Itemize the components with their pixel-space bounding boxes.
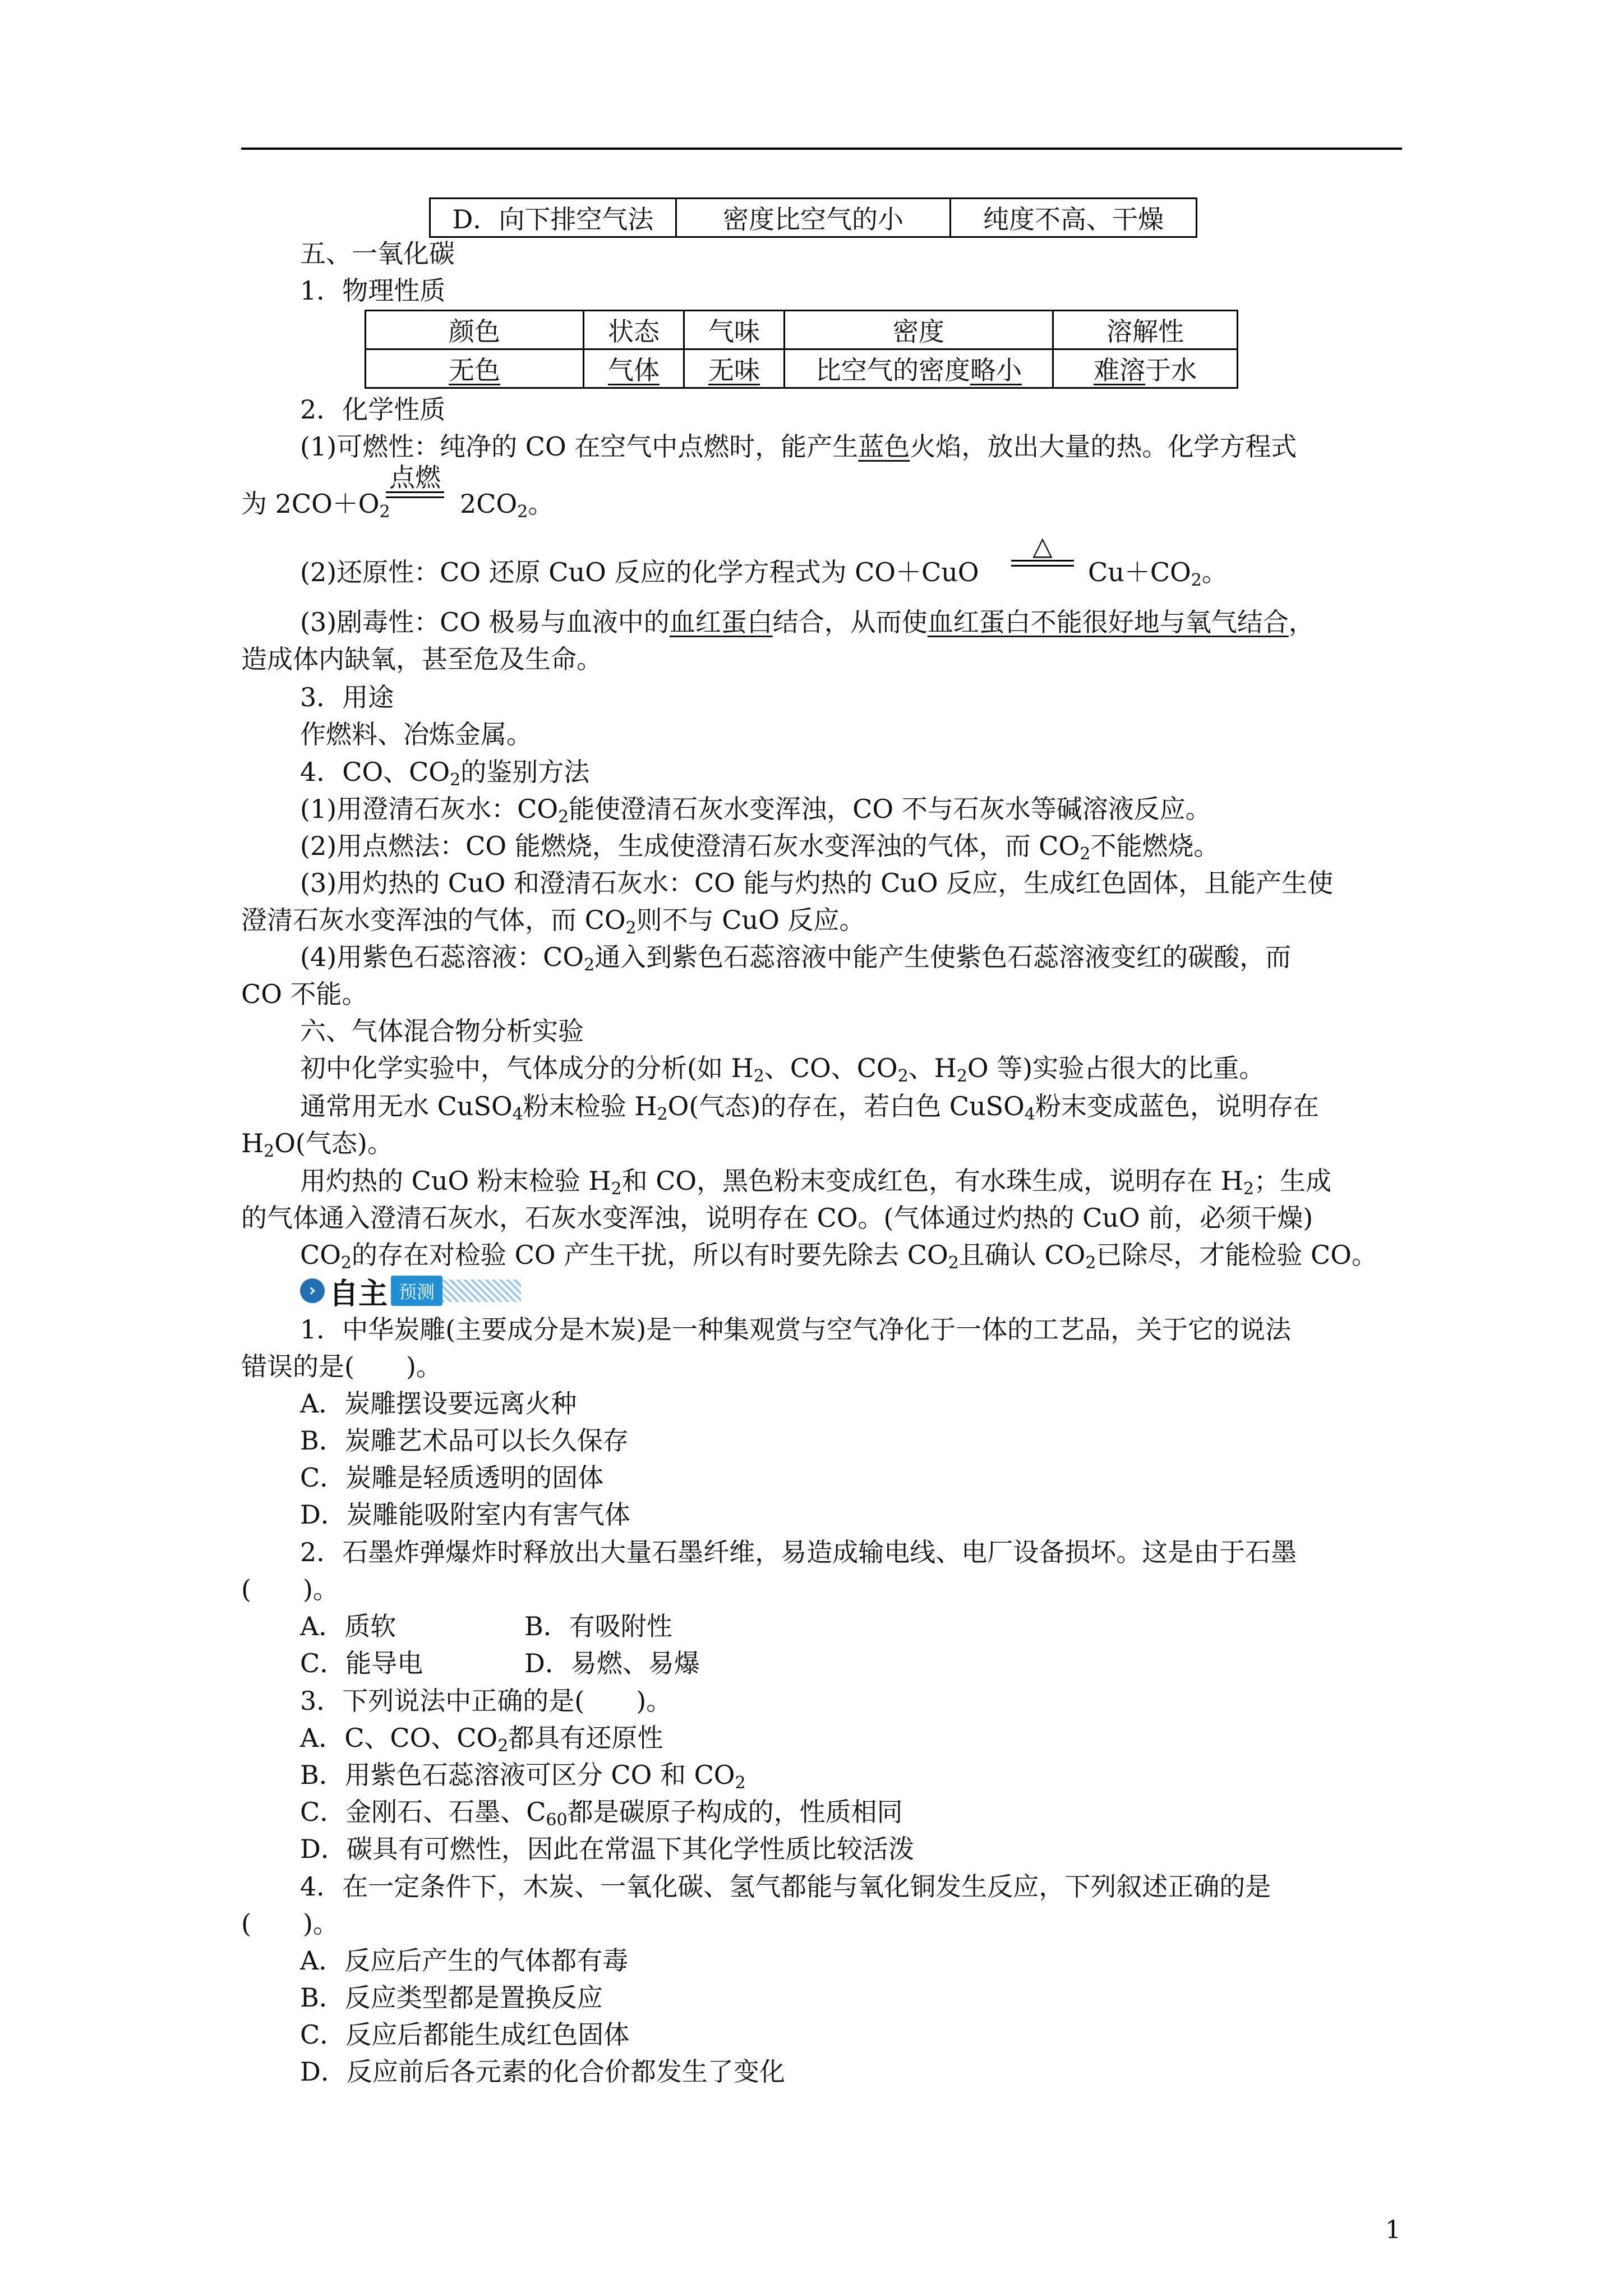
table-cell <box>1053 349 1238 388</box>
text: (2)还原性：CO 还原 CuO 反应的化学方程式为 CO＋CuO <box>300 557 979 587</box>
reduction-product <box>1088 555 1228 589</box>
underlined-answer: 难溶 <box>1094 355 1145 385</box>
question-4-cont: ( )。 <box>241 1908 339 1939</box>
cell-text: 比空气的密度 <box>815 355 970 385</box>
text: 火焰，放出大量的热。化学方程式 <box>910 431 1297 462</box>
table-cell <box>684 349 785 388</box>
subscript: 2 <box>379 502 390 522</box>
text: 4．CO、CO <box>300 757 450 787</box>
subheading: 1．物理性质 <box>300 275 446 306</box>
subscript: 2 <box>584 955 595 975</box>
text: 都具有还原性 <box>508 1723 663 1753</box>
option: D．炭雕能吸附室内有害气体 <box>300 1499 630 1530</box>
table-header: 气味 <box>684 311 785 349</box>
table-cell: 纯度不高、干燥 <box>951 199 1197 237</box>
option: D．碳具有可燃性，因此在常温下其化学性质比较活泼 <box>300 1834 914 1864</box>
subscript: 2 <box>1085 1253 1096 1273</box>
text: C．金刚石、石墨、C <box>300 1797 546 1827</box>
method-2 <box>300 829 1219 863</box>
text: A．C、CO、CO <box>300 1723 498 1753</box>
subscript: 2 <box>657 1105 668 1124</box>
text: (3)剧毒性：CO 极易与血液中的 <box>300 607 670 637</box>
table-cell <box>785 349 1053 388</box>
subheading: 2．化学性质 <box>300 394 446 425</box>
question-2: 2．石墨炸弹爆炸时释放出大量石墨纤维，易造成输电线、电厂设备损坏。这是由于石墨 <box>300 1537 1297 1567</box>
text: O(气态)。 <box>274 1128 393 1158</box>
table-header: 溶解性 <box>1053 311 1238 349</box>
subscript: 2 <box>948 1253 959 1273</box>
table-cell <box>584 349 684 388</box>
page-number: 1 <box>1385 2216 1401 2244</box>
underlined-answer: 无味 <box>708 355 760 385</box>
subscript: 2 <box>1243 1179 1254 1199</box>
question-3: 3．下列说法中正确的是( )。 <box>300 1686 672 1716</box>
underlined-answer: 无色 <box>449 355 500 385</box>
table-cell: 密度比空气的小 <box>676 199 951 237</box>
text: ；生成 <box>1253 1166 1331 1196</box>
option: A．质软 <box>300 1611 396 1641</box>
option: D．易燃、易爆 <box>524 1648 700 1678</box>
subscript: 2 <box>611 1179 622 1199</box>
toxicity-line <box>300 605 1315 639</box>
subscript: 4 <box>512 1105 523 1124</box>
text: 2CO <box>460 489 518 519</box>
text: B．用紫色石蕊溶液可区分 CO 和 CO <box>300 1760 735 1790</box>
method-1 <box>300 792 1211 826</box>
text: O(气态)的存在，若白色 CuSO <box>667 1091 1025 1121</box>
subheading <box>300 755 589 789</box>
subscript: 2 <box>450 770 461 790</box>
text: 通入到紫色石蕊溶液中能产生使紫色石蕊溶液变红的碳酸，而 <box>594 942 1292 972</box>
subscript: 2 <box>517 502 528 522</box>
subscript: 60 <box>546 1810 568 1830</box>
method-3: (3)用灼热的 CuO 和澄清石灰水：CO 能与灼热的 CuO 反应，生成红色固体，且能产生使 <box>300 868 1334 898</box>
underlined-answer: 略小 <box>970 355 1022 385</box>
option: C．反应后都能生成红色固体 <box>300 2019 630 2050</box>
subscript: 2 <box>558 807 569 827</box>
text: 的存在对检验 CO 产生干扰，所以有时要先除去 CO <box>352 1240 948 1270</box>
table-header: 颜色 <box>366 311 584 349</box>
option <box>300 1721 663 1755</box>
subscript: 2 <box>753 1066 764 1086</box>
text: 结合，从而使 <box>772 607 928 637</box>
question-1-cont: 错误的是( )。 <box>241 1351 442 1382</box>
badge-subtitle: 预测 <box>391 1276 442 1306</box>
reaction-condition <box>386 463 444 498</box>
option: A．反应后产生的气体都有毒 <box>300 1945 629 1976</box>
text: 不能燃烧。 <box>1090 831 1220 861</box>
question-1: 1．中华炭雕(主要成分是木炭)是一种集观赏与空气净化于一体的工艺品，关于它的说法 <box>300 1314 1292 1345</box>
text: 粉末检验 H <box>523 1091 657 1121</box>
table-cell: D．向下排空气法 <box>430 199 676 237</box>
paragraph-cont <box>241 1126 393 1160</box>
method-4-cont: CO 不能。 <box>241 979 368 1009</box>
text: 和 CO，黑色粉末变成红色，有水珠生成，说明存在 H <box>621 1166 1243 1196</box>
text: 用灼热的 CuO 粉末检验 H <box>300 1166 611 1196</box>
underlined-answer: 气体 <box>608 355 660 385</box>
subheading: 3．用途 <box>300 682 394 712</box>
combustion-product <box>460 487 554 521</box>
text: H <box>241 1128 264 1158</box>
underlined-answer: 血红蛋白不能很好地与氧气结合 <box>927 607 1289 637</box>
question-4: 4．在一定条件下，木炭、一氧化碳、氢气都能与氧化铜发生反应，下列叙述正确的是 <box>300 1871 1271 1902</box>
text: 。 <box>1201 557 1228 587</box>
text: ， <box>1288 607 1315 637</box>
collection-table <box>429 197 1197 238</box>
paragraph <box>300 1238 1377 1272</box>
underlined-answer: 蓝色 <box>858 431 910 462</box>
text: 为 2CO＋O <box>241 489 380 519</box>
text: 的鉴别方法 <box>460 757 590 787</box>
table-cell <box>366 349 584 388</box>
section-heading: 五、一氧化碳 <box>300 238 455 269</box>
option: B．反应类型都是置换反应 <box>300 1982 603 2013</box>
text: 、CO、CO <box>764 1053 898 1083</box>
paragraph-cont: 的气体通入澄清石灰水，石灰水变浑浊，说明存在 CO。(气体通过灼热的 CuO 前，必须干燥) <box>241 1203 1313 1233</box>
subscript: 2 <box>1080 844 1091 864</box>
text: 则不与 CuO 反应。 <box>636 905 865 935</box>
underlined-answer: 血红蛋白 <box>669 607 773 637</box>
table-row <box>366 349 1238 388</box>
text: (4)用紫色石蕊溶液：CO <box>300 942 584 972</box>
reduction-line <box>300 555 979 589</box>
text: 已除尽，才能检验 CO。 <box>1096 1240 1377 1270</box>
text: O 等)实验占很大的比重。 <box>967 1053 1265 1083</box>
subscript: 2 <box>735 1773 746 1793</box>
combustibility-line <box>300 430 1297 463</box>
subscript: 4 <box>1024 1105 1035 1124</box>
self-study-badge <box>300 1275 521 1311</box>
subscript: 2 <box>956 1066 967 1086</box>
text: Cu＋CO <box>1088 557 1191 587</box>
paragraph <box>300 1089 1319 1123</box>
text: 。 <box>528 489 554 519</box>
condition-label: 点燃 <box>389 462 441 493</box>
question-2-cont: ( )。 <box>241 1574 339 1604</box>
subscript: 2 <box>264 1142 275 1161</box>
table-header: 密度 <box>785 311 1053 349</box>
option <box>300 1758 746 1792</box>
paragraph <box>300 1051 1265 1085</box>
paragraph <box>300 1164 1331 1198</box>
physical-properties-table <box>365 310 1238 389</box>
table-row <box>430 199 1197 237</box>
text: (2)用点燃法：CO 能燃烧，生成使澄清石灰水变浑浊的气体，而 CO <box>300 831 1080 861</box>
subscript: 2 <box>340 1253 352 1273</box>
chevron-right-icon: › <box>300 1278 325 1303</box>
subscript: 2 <box>897 1066 909 1086</box>
text: 通常用无水 CuSO <box>300 1091 513 1121</box>
combustion-equation <box>241 487 390 521</box>
option: C．炭雕是轻质透明的固体 <box>300 1462 604 1493</box>
text: 能使澄清石灰水变浑浊，CO 不与石灰水等碱溶液反应。 <box>569 794 1211 824</box>
reaction-condition <box>1011 532 1074 567</box>
header-rule <box>241 148 1402 150</box>
option: C．能导电 <box>300 1648 423 1678</box>
subscript: 2 <box>1191 570 1202 590</box>
badge-decoration <box>442 1280 521 1302</box>
subscript: 2 <box>625 918 637 938</box>
option: A．炭雕摆设要远离火种 <box>300 1388 577 1419</box>
text: (1)用澄清石灰水：CO <box>300 794 559 824</box>
toxicity-line-2: 造成体内缺氧，甚至危及生命。 <box>241 644 602 674</box>
badge-title: 自主 <box>329 1277 388 1311</box>
table-header: 状态 <box>584 311 684 349</box>
option: B．有吸附性 <box>524 1611 672 1641</box>
section-heading: 六、气体混合物分析实验 <box>300 1016 584 1046</box>
subscript: 2 <box>497 1736 509 1756</box>
option <box>300 1795 903 1829</box>
text: 都是碳原子构成的，性质相同 <box>567 1797 903 1827</box>
text: 初中化学实验中，气体成分的分析(如 H <box>300 1053 754 1083</box>
text: 且确认 CO <box>958 1240 1086 1270</box>
method-3-cont <box>241 903 865 937</box>
text: 粉末变成蓝色，说明存在 <box>1035 1091 1319 1121</box>
text: 、H <box>908 1053 957 1083</box>
paragraph: 作燃料、冶炼金属。 <box>300 719 532 749</box>
text: (1)可燃性：纯净的 CO 在空气中点燃时，能产生 <box>300 431 859 462</box>
text: 澄清石灰水变浑浊的气体，而 CO <box>241 905 626 935</box>
cell-text: 于水 <box>1145 355 1197 385</box>
option: D．反应前后各元素的化合价都发生了变化 <box>300 2056 785 2087</box>
method-4 <box>300 940 1291 974</box>
option: B．炭雕艺术品可以长久保存 <box>300 1425 629 1456</box>
text: CO <box>300 1240 341 1270</box>
heat-symbol: △ <box>1032 531 1053 561</box>
table-header-row <box>366 311 1238 349</box>
